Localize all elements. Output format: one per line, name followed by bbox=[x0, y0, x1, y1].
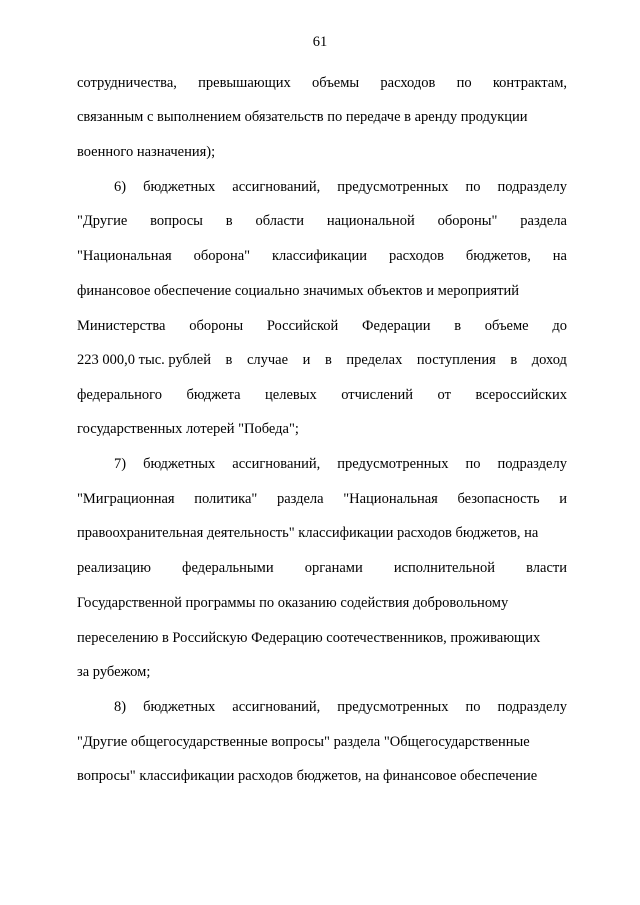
word: по bbox=[465, 699, 481, 715]
text-line bbox=[77, 559, 567, 577]
text-line bbox=[114, 455, 567, 473]
word: превышающих bbox=[198, 75, 291, 91]
word: до bbox=[552, 318, 567, 334]
word: объеме bbox=[484, 318, 529, 334]
word: 6) bbox=[114, 179, 127, 195]
word: контрактам, bbox=[492, 75, 567, 91]
word: поступления bbox=[416, 352, 496, 368]
text-line bbox=[77, 74, 567, 92]
text-line: финансовое обеспечение социально значимых объектов и мероприятий bbox=[77, 283, 519, 299]
word: по bbox=[465, 456, 481, 472]
word: "Другие bbox=[77, 213, 128, 229]
word: и bbox=[559, 491, 567, 507]
word: бюджетных bbox=[143, 179, 216, 195]
word: от bbox=[437, 387, 451, 403]
text-line: связанным с выполнением обязательств по передаче в аренду продукции bbox=[77, 109, 528, 125]
word: всероссийских bbox=[475, 387, 567, 403]
text-line bbox=[114, 698, 567, 716]
word: пределах bbox=[346, 352, 403, 368]
word: по bbox=[465, 179, 481, 195]
word: реализацию bbox=[77, 560, 151, 576]
page-number: 61 bbox=[312, 34, 328, 50]
word: классификации bbox=[272, 248, 368, 264]
word: подразделу bbox=[497, 179, 567, 195]
word: раздела bbox=[520, 213, 567, 229]
text-line bbox=[114, 178, 567, 196]
word: органами bbox=[304, 560, 363, 576]
word: доход bbox=[531, 352, 567, 368]
word: обороны bbox=[189, 318, 244, 334]
word: в bbox=[510, 352, 518, 368]
text-line: за рубежом; bbox=[77, 664, 151, 680]
text-line: вопросы" классификации расходов бюджетов, на финансовое обеспечение bbox=[77, 768, 538, 784]
text-line: переселению в Российскую Федерацию соотечественников, проживающих bbox=[77, 630, 541, 646]
word: "Национальная bbox=[343, 491, 438, 507]
text-line bbox=[77, 247, 567, 265]
word: национальной bbox=[326, 213, 415, 229]
word: власти bbox=[526, 560, 567, 576]
word: в bbox=[225, 352, 233, 368]
word: 223 000,0 тыс. рублей bbox=[77, 352, 211, 368]
word: подразделу bbox=[497, 699, 567, 715]
word: отчислений bbox=[341, 387, 414, 403]
word: вопросы bbox=[150, 213, 203, 229]
word: ассигнований, bbox=[232, 179, 321, 195]
word: области bbox=[255, 213, 304, 229]
word: сотрудничества, bbox=[77, 75, 177, 91]
word: федеральными bbox=[182, 560, 274, 576]
word: Министерства bbox=[77, 318, 166, 334]
word: в bbox=[324, 352, 332, 368]
word: обороны" bbox=[437, 213, 498, 229]
word: ассигнований, bbox=[232, 456, 321, 472]
text-line: государственных лотерей "Победа"; bbox=[77, 421, 299, 437]
word: 8) bbox=[114, 699, 127, 715]
text-line bbox=[77, 317, 567, 335]
word: исполнительной bbox=[393, 560, 496, 576]
word: объемы bbox=[312, 75, 360, 91]
word: ассигнований, bbox=[232, 699, 321, 715]
word: предусмотренных bbox=[337, 699, 449, 715]
word: 7) bbox=[114, 456, 127, 472]
word: бюджетных bbox=[143, 699, 216, 715]
text-line bbox=[77, 490, 567, 508]
word: оборона" bbox=[193, 248, 251, 264]
word: раздела bbox=[276, 491, 324, 507]
text-line bbox=[77, 351, 567, 369]
word: федерального bbox=[77, 387, 162, 403]
word: предусмотренных bbox=[337, 179, 449, 195]
word: на bbox=[552, 248, 567, 264]
word: политика" bbox=[194, 491, 258, 507]
word: бюджетов, bbox=[465, 248, 531, 264]
word: предусмотренных bbox=[337, 456, 449, 472]
text-line bbox=[77, 386, 567, 404]
word: и bbox=[302, 352, 311, 368]
word: Федерации bbox=[362, 318, 431, 334]
word: подразделу bbox=[497, 456, 567, 472]
word: "Национальная bbox=[77, 248, 172, 264]
word: "Миграционная bbox=[77, 491, 175, 507]
word: бюджета bbox=[186, 387, 241, 403]
word: целевых bbox=[265, 387, 317, 403]
text-line: Государственной программы по оказанию содействия добровольному bbox=[77, 595, 509, 611]
text-line: "Другие общегосударственные вопросы" раздела "Общегосударственные bbox=[77, 734, 530, 750]
text-line bbox=[77, 212, 567, 230]
word: расходов bbox=[380, 75, 436, 91]
word: расходов bbox=[389, 248, 444, 264]
word: в bbox=[225, 213, 233, 229]
word: безопасность bbox=[457, 491, 540, 507]
word: по bbox=[456, 75, 472, 91]
text-line: правоохранительная деятельность" классификации расходов бюджетов, на bbox=[77, 525, 539, 541]
word: бюджетных bbox=[143, 456, 216, 472]
word: в bbox=[454, 318, 462, 334]
word: случае bbox=[246, 352, 289, 368]
text-line: военного назначения); bbox=[77, 144, 216, 160]
word: Российской bbox=[266, 318, 339, 334]
